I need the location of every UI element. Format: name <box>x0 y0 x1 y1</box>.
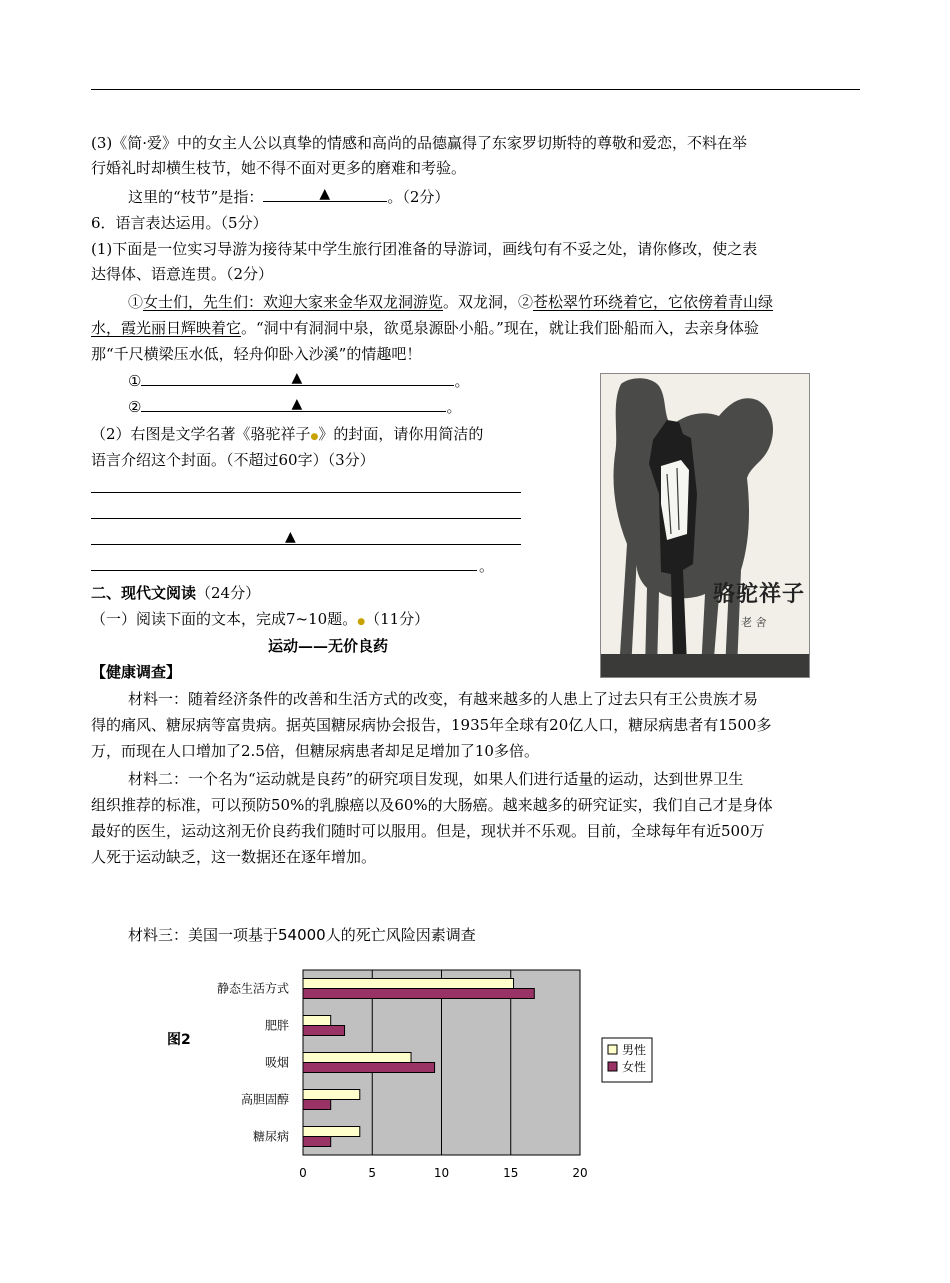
legend-label: 男性 <box>622 1043 647 1057</box>
x-tick-label: 10 <box>433 1166 450 1180</box>
x-tick-label: 20 <box>572 1166 588 1180</box>
bar-female <box>303 1063 435 1073</box>
health-survey-tag: 【健康调查】 <box>91 663 182 681</box>
write-line[interactable] <box>91 492 521 493</box>
cover-title: 骆驼祥子 <box>713 582 806 607</box>
bar-male <box>303 979 514 989</box>
underlined-sentence-1: 女士们，先生们：欢迎大家来金华双龙洞游览 <box>143 293 444 311</box>
write-line[interactable] <box>91 544 521 545</box>
x-tick-label: 15 <box>503 1166 519 1180</box>
q6-part1-line1: (1)下面是一位实习导游为接待某中学生旅行团准备的导游词，画线句有不妥之处，请你修改，使之表 <box>91 240 758 258</box>
bar-female <box>303 1026 345 1036</box>
material2-line3: 最好的医生，运动这剂无价良药我们随时可以服用。但是，现状并不乐观。目前，全球每年有近500万 <box>91 822 765 840</box>
material3-caption: 材料三：美国一项基于54000人的死亡风险因素调查 <box>128 926 476 944</box>
bar-female <box>303 989 534 999</box>
write-line[interactable] <box>91 518 521 519</box>
material1-line3: 万，而现在人口增加了2.5倍，但糖尿病患者却足足增加了10多倍。 <box>91 742 539 760</box>
write-line-end: 。 <box>479 557 495 575</box>
q6-heading: 6．语言表达运用。（5分） <box>91 214 268 232</box>
header-rule <box>91 89 860 90</box>
category-label: 静态生活方式 <box>216 981 289 996</box>
passage-line1: ①女士们，先生们：欢迎大家来金华双龙洞游览。双龙洞，②苍松翠竹环绕着它，它依傍着青山绿 <box>128 293 774 311</box>
q6-part2-line1: （2）右图是文学名著《骆驼祥子●》的封面，请你用简洁的 <box>91 425 484 443</box>
material1-line1: 材料一：随着经济条件的改善和生活方式的改变，有越来越多的人患上了过去只有王公贵族才易 <box>128 690 759 708</box>
category-label: 肥胖 <box>264 1018 289 1033</box>
section2-heading: 二、现代文阅读（24分） <box>91 584 261 602</box>
legend-label: 女性 <box>622 1060 647 1074</box>
q6-part1-line2: 达得体、语意连贯。（2分） <box>91 265 274 283</box>
answer-2: ② ▲ 。 <box>128 395 461 419</box>
underlined-sentence-2a: 苍松翠竹环绕着它，它依傍着青山绿 <box>533 293 774 311</box>
bar-male <box>303 1090 360 1100</box>
passage-line3: 那“千尺横梁压水低，轻舟仰卧入沙溪”的情趣吧！ <box>91 345 422 363</box>
q5-3-prompt: 这里的“枝节”是指： ▲ 。（2分） <box>128 185 449 209</box>
answer-blank[interactable] <box>263 187 387 202</box>
bar-male <box>303 1053 411 1063</box>
x-tick-label: 5 <box>368 1166 377 1180</box>
triangle-marker: ▲ <box>291 370 303 386</box>
article-title: 运动——无价良药 <box>268 637 389 655</box>
risk-factor-bar-chart <box>195 960 647 1185</box>
book-cover-image <box>600 373 810 678</box>
x-tick-label: 0 <box>299 1166 307 1180</box>
triangle-marker: ▲ <box>291 396 303 412</box>
answer-blank-1[interactable] <box>141 371 454 386</box>
answer-blank-2[interactable] <box>141 397 446 412</box>
category-label: 高胆固醇 <box>240 1092 289 1107</box>
material2-line4: 人死于运动缺乏，这一数据还在逐年增加。 <box>91 848 377 866</box>
cover-author: 老 舍 <box>741 616 767 629</box>
passage-line2: 水，霞光丽日辉映着它。“洞中有洞洞中泉，欲觅泉源卧小船。”现在，就让我们卧船而入，去亲身体验 <box>91 319 759 337</box>
bar-male <box>303 1127 360 1137</box>
triangle-marker: ▲ <box>285 529 296 545</box>
legend-swatch <box>608 1062 617 1071</box>
material1-line2: 得的痛风、糖尿病等富贵病。据英国糖尿病协会报告，1935年全球有20亿人口，糖尿病患者有1500多 <box>91 716 772 734</box>
category-label: 吸烟 <box>264 1055 289 1070</box>
triangle-marker: ▲ <box>319 186 331 202</box>
write-line[interactable] <box>91 570 477 571</box>
section2-sub: （一）阅读下面的文本，完成7~10题。●（11分） <box>91 610 430 628</box>
material2-line2: 组织推荐的标准，可以预防50%的乳腺癌以及60%的大肠癌。越来越多的研究证实，我们自己才是身体 <box>91 796 773 814</box>
bar-male <box>303 1016 331 1026</box>
answer-1: ① ▲ 。 <box>128 369 469 393</box>
bar-female <box>303 1137 331 1147</box>
underlined-sentence-2b: 水，霞光丽日辉映着它 <box>91 319 242 337</box>
category-label: 糖尿病 <box>252 1129 289 1144</box>
q6-part2-line2: 语言介绍这个封面。（不超过60字）（3分） <box>91 451 375 469</box>
q5-3-line2: 行婚礼时却横生枝节，她不得不面对更多的磨难和考验。 <box>91 159 467 177</box>
camel-illustration <box>601 374 809 677</box>
figure-label: 图2 <box>167 1032 191 1048</box>
q5-3-line1: (3)《简·爱》中的女主人公以真挚的情感和高尚的品德赢得了东家罗切斯特的尊敬和爱恋，不料在举 <box>91 134 748 152</box>
material2-line1: 材料二：一个名为“运动就是良药”的研究项目发现，如果人们进行适量的运动，达到世界卫生 <box>128 770 744 788</box>
bar-female <box>303 1100 331 1110</box>
legend-swatch <box>608 1045 617 1054</box>
